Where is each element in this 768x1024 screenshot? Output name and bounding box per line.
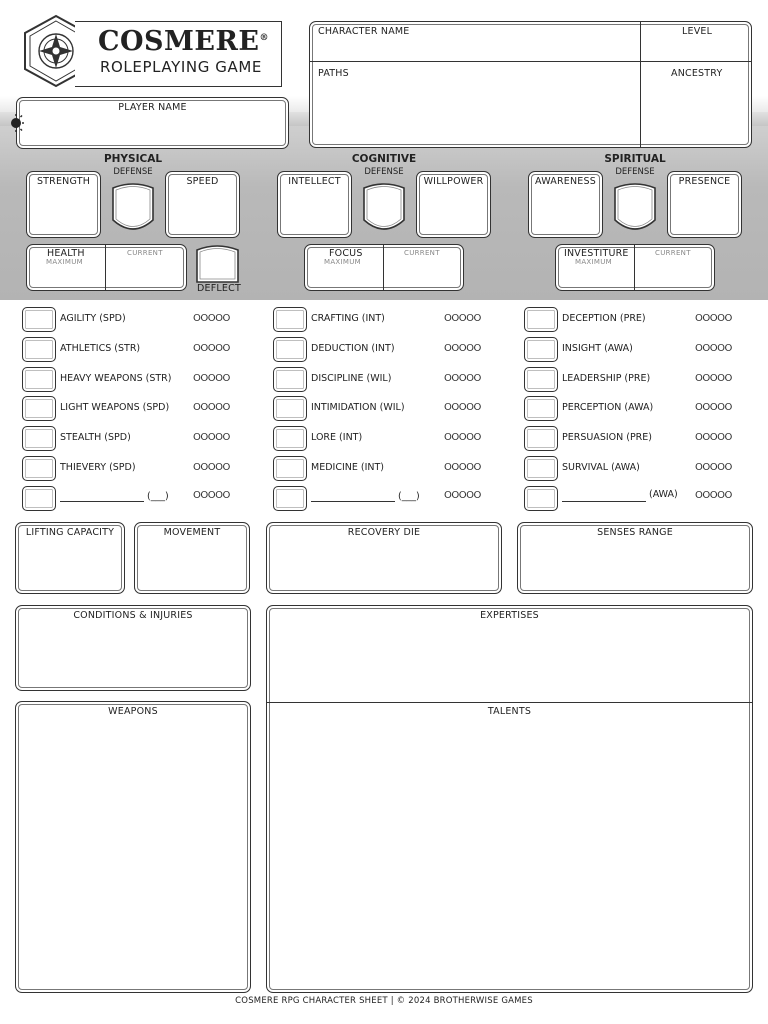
character-name-label: CHARACTER NAME	[318, 26, 410, 37]
expertises-talents-divider	[267, 702, 752, 703]
skill-pips-agility[interactable]: OOOOO	[193, 313, 230, 324]
skill-rank-deduction[interactable]	[273, 337, 307, 362]
skill-name-crafting: CRAFTING (INT)	[311, 313, 385, 324]
lifting-capacity-label: LIFTING CAPACITY	[25, 527, 115, 538]
ancestry-label: ANCESTRY	[671, 68, 723, 79]
paths-input[interactable]	[312, 80, 638, 144]
skill-name-leadership: LEADERSHIP (PRE)	[562, 373, 651, 384]
skill-name-discipline: DISCIPLINE (WIL)	[311, 373, 392, 384]
recovery-die-label: RECOVERY DIE	[347, 527, 421, 538]
character-info-box	[309, 21, 752, 148]
skill-rank-stealth[interactable]	[22, 426, 56, 451]
skill-name-deception: DECEPTION (PRE)	[562, 313, 646, 324]
health-current-label: CURRENT	[127, 249, 163, 257]
movement-box[interactable]	[134, 522, 250, 594]
skill-name-persuasion: PERSUASION (PRE)	[562, 432, 652, 443]
custom-physical-skill-name-input[interactable]	[60, 492, 144, 502]
skill-pips-light-weapons[interactable]: OOOOO	[193, 402, 230, 413]
conditions-injuries-box[interactable]	[15, 605, 251, 691]
skill-name-thievery: THIEVERY (SPD)	[60, 462, 136, 473]
skill-rank-crafting[interactable]	[273, 307, 307, 332]
skill-pips-medicine[interactable]: OOOOO	[444, 462, 481, 473]
skill-name-perception: PERCEPTION (AWA)	[562, 402, 654, 413]
skill-pips-crafting[interactable]: OOOOO	[444, 313, 481, 324]
weapons-label: WEAPONS	[108, 706, 158, 717]
logo-subtitle: ROLEPLAYING GAME	[100, 58, 263, 76]
skill-pips-deception[interactable]: OOOOO	[695, 313, 732, 324]
movement-label: MOVEMENT	[163, 527, 221, 538]
talents-label: TALENTS	[487, 706, 532, 717]
expertises-input[interactable]	[269, 624, 750, 700]
intellect-box[interactable]	[277, 171, 352, 238]
skill-name-athletics: ATHLETICS (STR)	[60, 343, 141, 354]
recovery-die-box[interactable]	[266, 522, 502, 594]
senses-range-box[interactable]	[517, 522, 753, 594]
investiture-current-label: CURRENT	[655, 249, 691, 257]
skill-name-agility: AGILITY (SPD)	[60, 313, 126, 324]
strength-label: STRENGTH	[36, 176, 91, 187]
focus-maximum-label: MAXIMUM	[324, 258, 361, 266]
character-info-divider	[310, 61, 751, 62]
physical-defense-label: DEFENSE	[113, 167, 153, 177]
logo-title: COSMERE®	[98, 26, 269, 57]
level-input[interactable]	[643, 38, 749, 59]
custom-cognitive-skill-attribute: (___)	[398, 491, 420, 502]
spiritual-defense-label: DEFENSE	[615, 167, 655, 177]
custom-physical-skill-rank[interactable]	[22, 486, 56, 511]
skill-rank-agility[interactable]	[22, 307, 56, 332]
skill-pips-intimidation[interactable]: OOOOO	[444, 402, 481, 413]
spiritual-defense-shield-icon[interactable]	[611, 180, 659, 238]
talents-input[interactable]	[269, 720, 750, 990]
custom-physical-skill-attribute: (___)	[147, 491, 169, 502]
skill-rank-insight[interactable]	[524, 337, 558, 362]
investiture-label: INVESTITURE	[564, 248, 629, 259]
skill-pips-perception[interactable]: OOOOO	[695, 402, 732, 413]
custom-spiritual-skill-pips[interactable]: OOOOO	[695, 490, 732, 501]
trademark: ®	[259, 33, 269, 43]
player-name-label: PLAYER NAME	[118, 102, 187, 113]
awareness-box[interactable]	[528, 171, 603, 238]
custom-physical-skill-pips[interactable]: OOOOO	[193, 490, 230, 501]
focus-current-label: CURRENT	[404, 249, 440, 257]
skill-rank-leadership[interactable]	[524, 367, 558, 392]
custom-spiritual-skill-rank[interactable]	[524, 486, 558, 511]
skill-name-deduction: DEDUCTION (INT)	[311, 343, 395, 354]
physical-defense-shield-icon[interactable]	[109, 180, 157, 238]
skill-pips-thievery[interactable]: OOOOO	[193, 462, 230, 473]
presence-box[interactable]	[667, 171, 742, 238]
investiture-box[interactable]	[555, 244, 715, 291]
skill-name-insight: INSIGHT (AWA)	[562, 343, 633, 354]
skill-pips-deduction[interactable]: OOOOO	[444, 343, 481, 354]
skill-pips-leadership[interactable]: OOOOO	[695, 373, 732, 384]
spiritual-title: SPIRITUAL	[604, 153, 666, 165]
investiture-divider	[634, 245, 635, 290]
focus-divider	[383, 245, 384, 290]
skill-pips-discipline[interactable]: OOOOO	[444, 373, 481, 384]
skill-name-survival: SURVIVAL (AWA)	[562, 462, 640, 473]
expertises-talents-box	[266, 605, 753, 993]
deflect-label: DEFLECT	[197, 283, 241, 294]
speed-box[interactable]	[165, 171, 240, 238]
lifting-capacity-box[interactable]	[15, 522, 125, 594]
conditions-injuries-label: CONDITIONS & INJURIES	[73, 610, 193, 621]
investiture-maximum-label: MAXIMUM	[575, 258, 612, 266]
skill-rank-lore[interactable]	[273, 426, 307, 451]
skill-rank-persuasion[interactable]	[524, 426, 558, 451]
skill-rank-medicine[interactable]	[273, 456, 307, 481]
skill-pips-lore[interactable]: OOOOO	[444, 432, 481, 443]
skill-pips-athletics[interactable]: OOOOO	[193, 343, 230, 354]
strength-box[interactable]	[26, 171, 101, 238]
skill-rank-discipline[interactable]	[273, 367, 307, 392]
custom-spiritual-skill-name-input[interactable]	[562, 492, 646, 502]
skill-rank-heavy-weapons[interactable]	[22, 367, 56, 392]
skill-rank-deception[interactable]	[524, 307, 558, 332]
skill-pips-stealth[interactable]: OOOOO	[193, 432, 230, 443]
presence-label: PRESENCE	[678, 176, 731, 187]
focus-label: FOCUS	[329, 248, 363, 259]
skill-pips-survival[interactable]: OOOOO	[695, 462, 732, 473]
cognitive-defense-shield-icon[interactable]	[360, 180, 408, 238]
willpower-label: WILLPOWER	[423, 176, 484, 187]
skill-pips-heavy-weapons[interactable]: OOOOO	[193, 373, 230, 384]
ancestry-input[interactable]	[643, 80, 749, 144]
skill-rank-thievery[interactable]	[22, 456, 56, 481]
skill-name-intimidation: INTIMIDATION (WIL)	[311, 402, 405, 413]
skill-rank-light-weapons[interactable]	[22, 396, 56, 421]
health-label: HEALTH	[47, 248, 85, 259]
senses-range-label: SENSES RANGE	[597, 527, 673, 538]
skill-pips-persuasion[interactable]: OOOOO	[695, 432, 732, 443]
paths-label: PATHS	[318, 68, 349, 79]
health-box[interactable]	[26, 244, 187, 291]
cognitive-title: COGNITIVE	[351, 153, 417, 165]
level-label: LEVEL	[682, 26, 713, 37]
custom-spiritual-skill-attribute: (AWA)	[649, 489, 678, 500]
skill-name-light-weapons: LIGHT WEAPONS (SPD)	[60, 402, 170, 413]
custom-cognitive-skill-rank[interactable]	[273, 486, 307, 511]
skill-rank-athletics[interactable]	[22, 337, 56, 362]
skill-name-stealth: STEALTH (SPD)	[60, 432, 131, 443]
weapons-box[interactable]	[15, 701, 251, 993]
intellect-label: INTELLECT	[288, 176, 341, 187]
awareness-label: AWARENESS	[535, 176, 596, 187]
sun-emblem-icon	[10, 112, 26, 134]
skill-pips-insight[interactable]: OOOOO	[695, 343, 732, 354]
health-divider	[105, 245, 106, 290]
skill-name-lore: LORE (INT)	[311, 432, 363, 443]
skill-name-heavy-weapons: HEAVY WEAPONS (STR)	[60, 373, 172, 384]
health-maximum-label: MAXIMUM	[46, 258, 83, 266]
skill-rank-intimidation[interactable]	[273, 396, 307, 421]
footer-credit: COSMERE RPG CHARACTER SHEET | © 2024 BROTHERWISE GAMES	[235, 996, 533, 1006]
player-name-field[interactable]	[16, 97, 289, 149]
skill-rank-survival[interactable]	[524, 456, 558, 481]
skill-name-medicine: MEDICINE (INT)	[311, 462, 385, 473]
focus-box[interactable]	[304, 244, 464, 291]
speed-label: SPEED	[186, 176, 219, 187]
physical-title: PHYSICAL	[103, 153, 163, 165]
character-name-input[interactable]	[312, 38, 638, 59]
willpower-box[interactable]	[416, 171, 491, 238]
expertises-label: EXPERTISES	[480, 610, 539, 621]
deflect-box[interactable]	[195, 242, 240, 284]
custom-cognitive-skill-name-input[interactable]	[311, 492, 395, 502]
skill-rank-perception[interactable]	[524, 396, 558, 421]
character-info-vertical-divider	[640, 22, 641, 147]
cognitive-defense-label: DEFENSE	[364, 167, 404, 177]
custom-cognitive-skill-pips[interactable]: OOOOO	[444, 490, 481, 501]
